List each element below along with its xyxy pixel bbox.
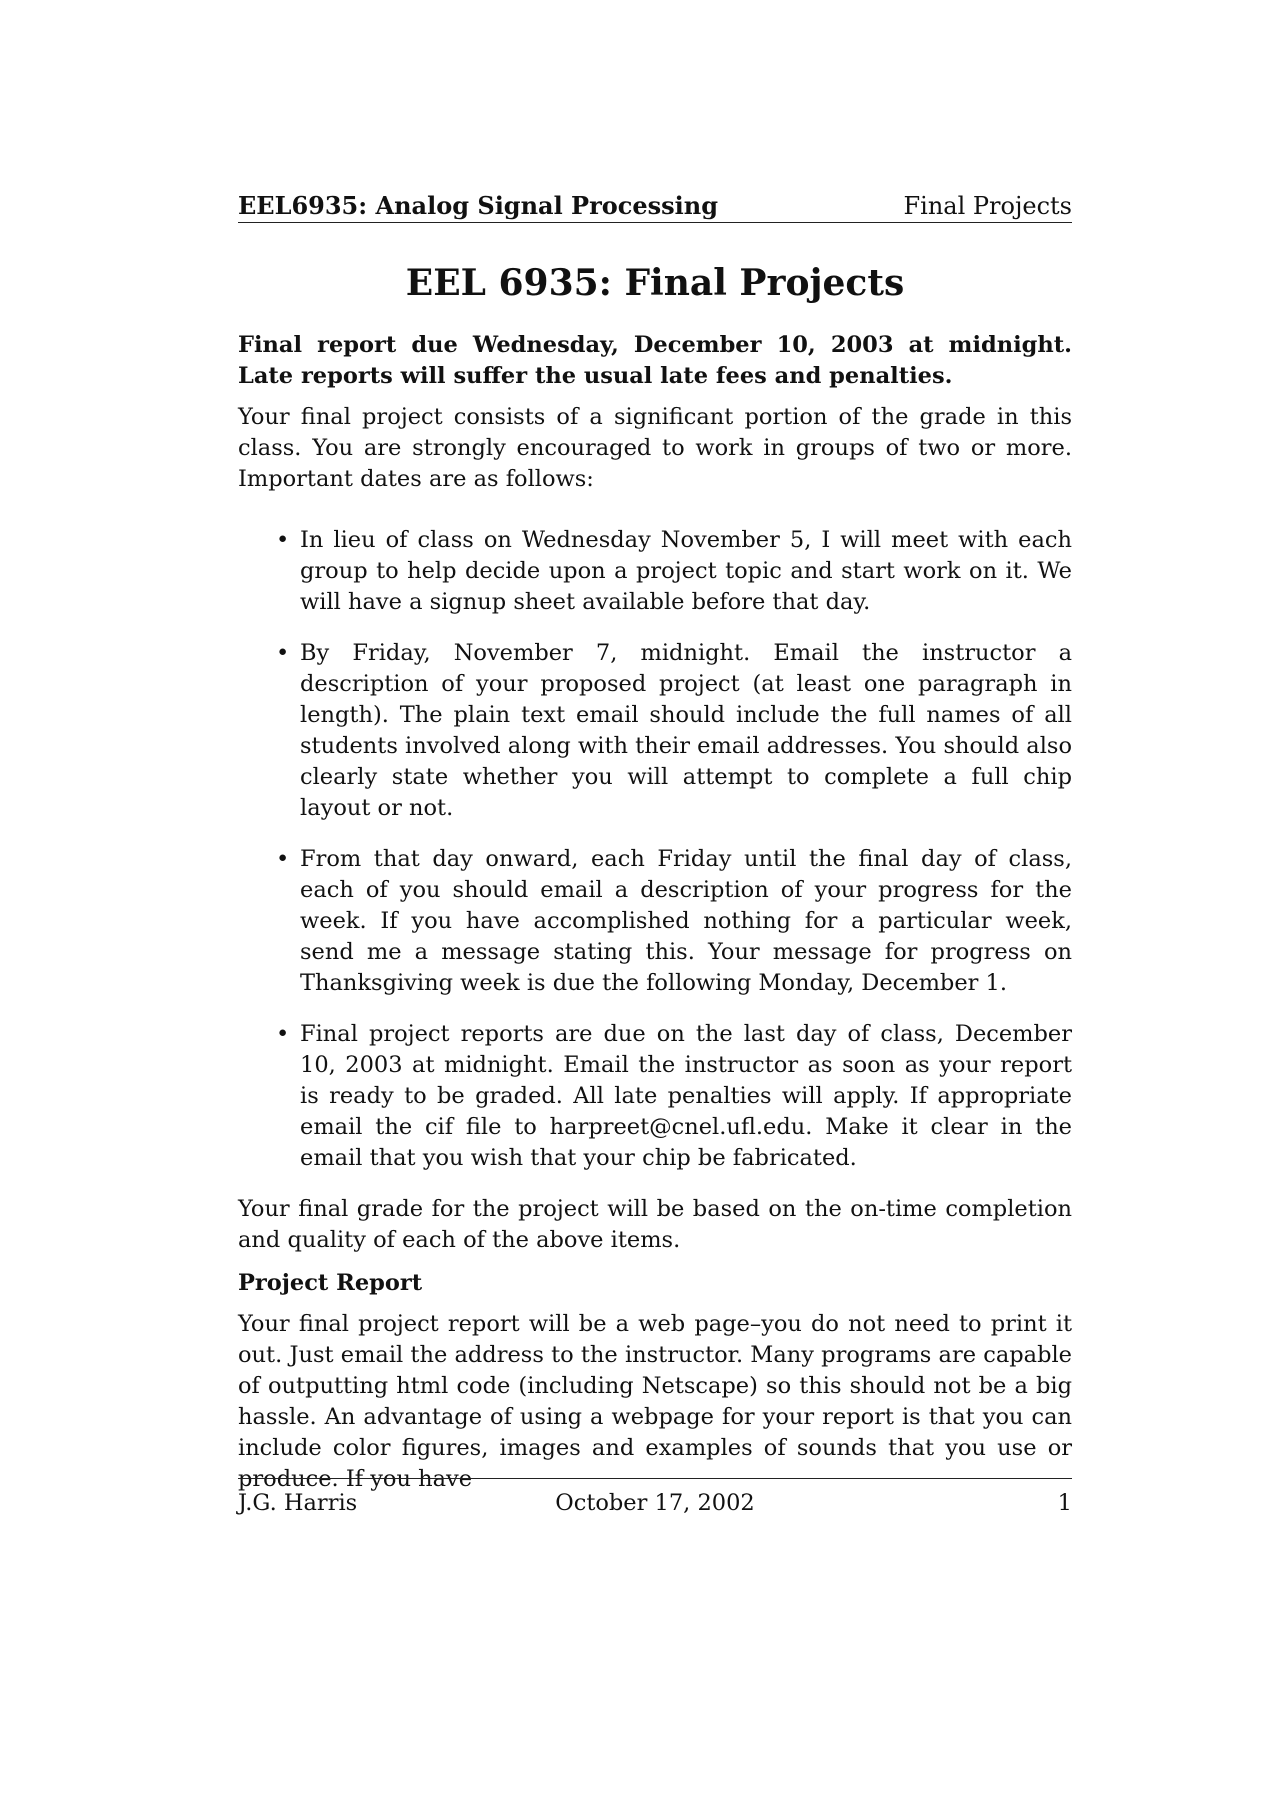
page-number: 1 bbox=[1057, 1490, 1072, 1516]
bullet-icon: • bbox=[276, 1021, 290, 1047]
list-item bbox=[238, 525, 1072, 618]
document-body bbox=[238, 330, 1072, 1495]
section-heading-project-report: Project Report bbox=[238, 1270, 423, 1296]
footer-date: October 17, 2002 bbox=[555, 1490, 755, 1516]
bullet-icon: • bbox=[276, 527, 290, 553]
bullet-icon: • bbox=[276, 640, 290, 666]
running-header bbox=[238, 188, 1072, 223]
document-title: EEL 6935: Final Projects bbox=[405, 262, 905, 304]
due-notice: Final report due Wednesday, December 10, 2003 at midnight. Late reports will suffer the usual late fees and penalties. bbox=[238, 332, 1072, 389]
list-item-text: Final project reports are due on the last day of class, December 10, 2003 at midnight. Email the instructor as soon as your report is ready to be graded. All late penalties will apply. If appropriate email the cif file to harpreet@cnel.ufl.edu. Make it clear in the email that you wish that your chip be fabricated. bbox=[300, 1021, 1072, 1171]
list-item bbox=[238, 1019, 1072, 1174]
header-course-title: EEL6935: Analog Signal Processing bbox=[238, 191, 719, 220]
report-paragraph: Your final project report will be a web page–you do not need to print it out. Just email the address to the instructor. Many programs are capable of outputting html code (including Netscape) so this should not be a big hassle. An advantage of using a webpage for your report is that you can include color figures, images and examples of sounds that you use or produce. If you have bbox=[238, 1311, 1072, 1492]
list-item bbox=[238, 638, 1072, 824]
grade-paragraph: Your final grade for the project will be based on the on-time completion and quality of each of the above items. bbox=[238, 1196, 1072, 1253]
important-dates-list bbox=[238, 525, 1072, 1174]
list-item bbox=[238, 844, 1072, 999]
page-footer bbox=[238, 1478, 1072, 1517]
intro-paragraph: Your final project consists of a significant portion of the grade in this class. You are strongly encouraged to work in groups of two or more. Important dates are as follows: bbox=[238, 404, 1072, 492]
bullet-icon: • bbox=[276, 846, 290, 872]
header-section-title: Final Projects bbox=[903, 192, 1072, 220]
list-item-text: From that day onward, each Friday until the final day of class, each of you should email a description of your progress for the week. If you have accomplished nothing for a particular week, send me a message stating this. Your message for progress on Thanksgiving week is due the following Monday, December 1. bbox=[300, 846, 1072, 996]
list-item-text: By Friday, November 7, midnight. Email the instructor a description of your proposed project (at least one paragraph in length). The plain text email should include the full names of all students involved along with their email addresses. You should also clearly state whether you will attempt to complete a full chip layout or not. bbox=[300, 640, 1072, 821]
footer-author: J.G. Harris bbox=[238, 1490, 358, 1516]
list-item-text: In lieu of class on Wednesday November 5, I will meet with each group to help decide upon a project topic and start work on it. We will have a signup sheet available before that day. bbox=[300, 527, 1072, 615]
